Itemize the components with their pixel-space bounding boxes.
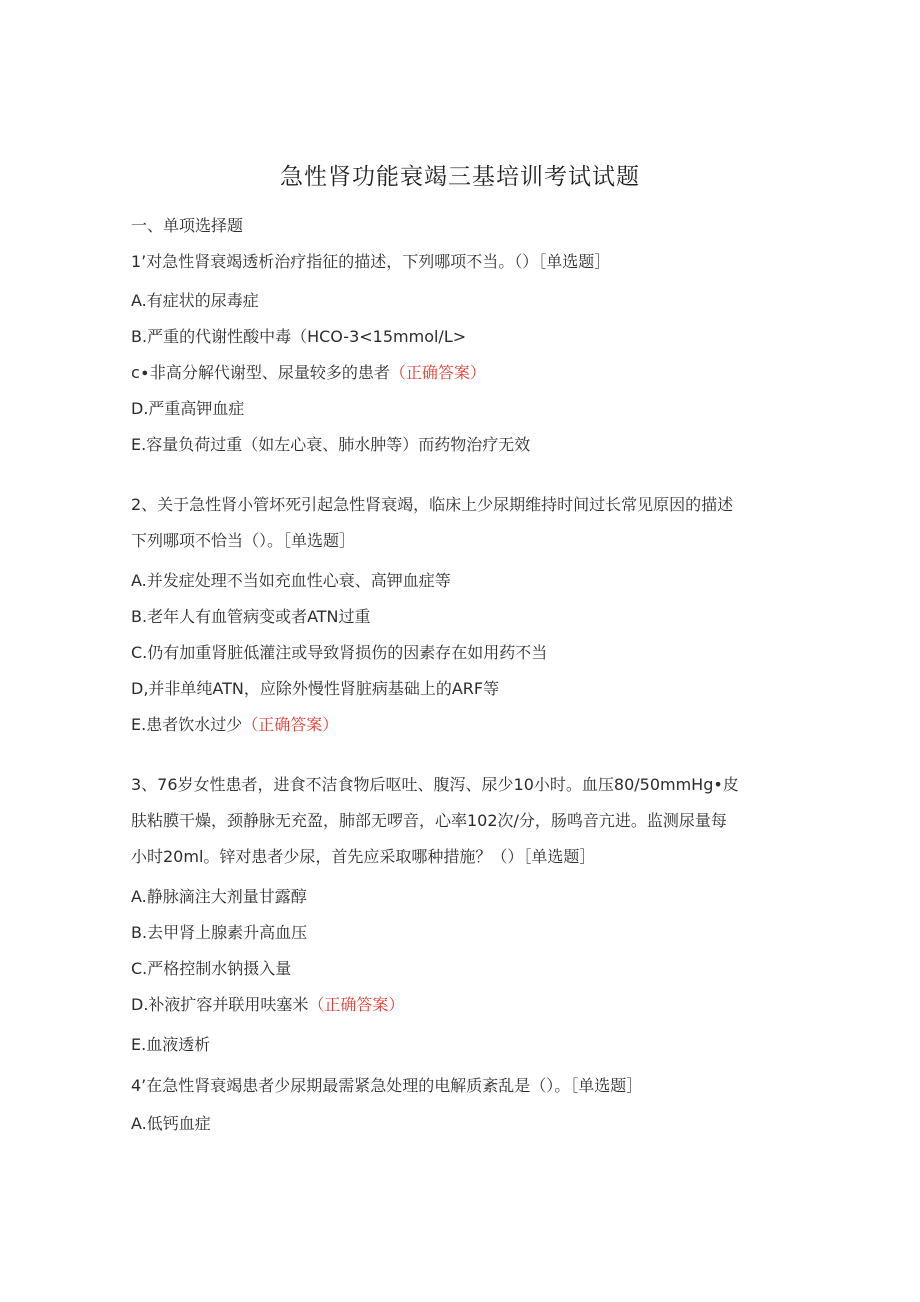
question-3-option-e: E.血液透析 — [131, 1035, 211, 1054]
question-2-stem-line-2: 下列哪项不恰当（）。［单选题］ — [131, 531, 356, 550]
question-2-stem-line-1: 2、关于急性肾小管坏死引起急性肾衰竭，临床上少尿期维持时间过长常见原因的描述 — [131, 495, 734, 514]
question-3-option-c: C.严格控制水钠摄入量 — [131, 959, 292, 978]
question-1-option-b: B.严重的代谢性酸中毒（HCO-3<15mmol∕L> — [131, 327, 467, 346]
question-1-stem: 1’对急性肾衰竭透析治疗指征的描述，下列哪项不当。（）［单选题］ — [131, 252, 611, 271]
question-2-option-c: C.仍有加重肾脏低灌注或导致肾损伤的因素存在如用药不当 — [131, 643, 548, 662]
question-2-option-a: A.并发症处理不当如充血性心衰、高钾血症等 — [131, 571, 451, 590]
question-2-option-d: D,并非单纯ATN，应除外慢性肾脏病基础上的ARF等 — [131, 679, 500, 698]
question-3-stem-line-3: 小时20ml。锌对患者少尿，首先应采取哪种措施？（）［单选题］ — [131, 847, 596, 866]
correct-answer-mark: （正确答案） — [389, 363, 486, 382]
question-1-option-a: A.有症状的尿毒症 — [131, 291, 259, 310]
section-heading: 一、单项选择题 — [131, 216, 244, 235]
question-2-option-b: B.老年人有血管病变或者ATN过重 — [131, 607, 371, 626]
question-4-stem: 4’在急性肾衰竭患者少尿期最需紧急处理的电解质紊乱是（）。［单选题］ — [131, 1076, 643, 1095]
question-4-option-a: A.低钙血症 — [131, 1114, 211, 1133]
question-3-stem-line-1: 3、76岁女性患者，进食不洁食物后呕吐、腹泻、尿少10小时。血压80∕50mmHg•皮 — [131, 775, 739, 794]
question-3-option-b: B.去甲肾上腺素升高血压 — [131, 923, 308, 942]
question-1-option-d: D.严重高钾血症 — [131, 399, 245, 418]
correct-answer-mark: （正确答案） — [242, 715, 339, 734]
question-3-stem-line-2: 肤粘膜干燥，颈静脉无充盈，肺部无啰音，心率102次/分，肠鸣音亢进。监测尿量每 — [131, 811, 727, 830]
question-1-option-e: E.容量负荷过重（如左心衰、肺水肿等）而药物治疗无效 — [131, 435, 531, 454]
page-title: 急性肾功能衰竭三基培训考试试题 — [280, 164, 640, 190]
question-1-option-c: c∙非高分解代谢型、尿量较多的患者（正确答案） — [131, 363, 486, 382]
question-3-option-a: A.静脉滴注大剂量甘露醇 — [131, 887, 307, 906]
question-2-option-e: E.患者饮水过少（正确答案） — [131, 715, 339, 734]
correct-answer-mark: （正确答案） — [308, 995, 405, 1014]
question-3-option-d: D.补液扩容并联用呋塞米（正确答案） — [131, 995, 405, 1014]
